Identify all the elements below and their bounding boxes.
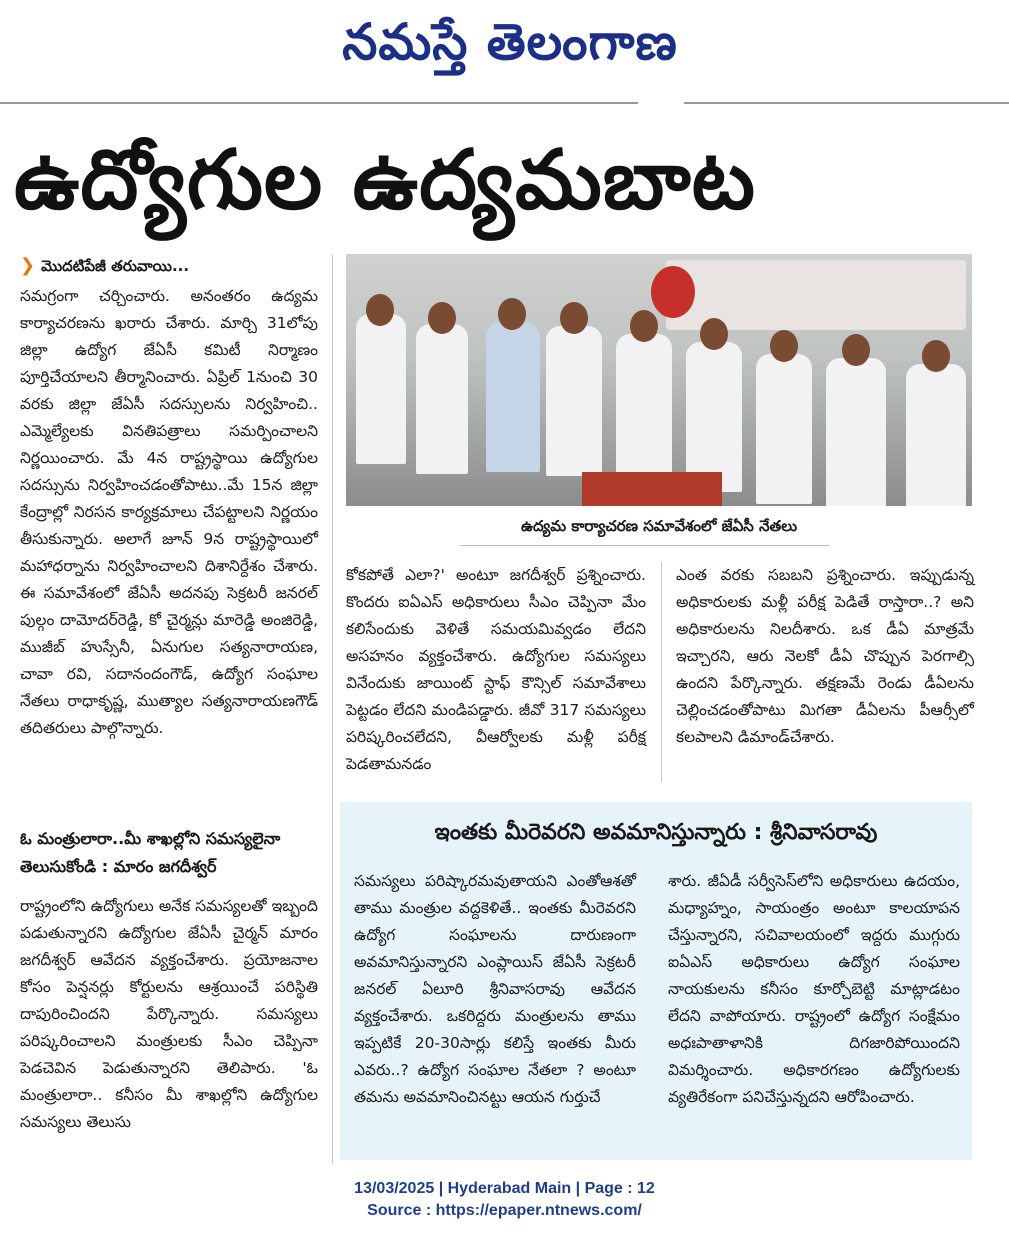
subheading: ఓ మంత్రులారా..మీ శాఖల్లోని సమస్యలైనా తెలుసుకోండి : మారం జగదీశ్వర్: [20, 829, 281, 876]
photo-person: [906, 364, 966, 506]
news-photo: [346, 254, 972, 506]
chevron-right-icon: ❯: [20, 255, 36, 276]
photo-person: [756, 354, 812, 504]
photo-person: [546, 326, 602, 476]
footer-source-line: Source : https://epaper.ntnews.com/: [367, 1202, 642, 1219]
photo-head: [700, 318, 728, 350]
photo-emblem: [651, 266, 695, 318]
photo-head: [922, 340, 950, 372]
photo-caption: ఉద్యమ కార్యాచరణ సమావేశంలో జేఏసీ నేతలు: [520, 517, 798, 535]
right-column-paragraph: ఎంత వరకు సబబని ప్రశ్నించారు. ఇప్పుడున్న అధికారులకు మళ్లీ పరీక్ష పెడితే రాస్తారా..? అని అధికారులను నిలదీశారు. ఒక డీఏ మాత్రమే ఇచ్చారని, ఆరు నెలకో డీఏ చొప్పున పెరగాల్సి ఉందని పేర్కొన్నారు. తక్షణమే రెండు డీఏలను చెల్లించడంతోపాటు మిగతా డీఏలను పీఆర్సీలో కలపాలని డిమాండ్‌చేశారు.: [676, 566, 974, 746]
middle-column-paragraph: కోకపోతే ఎలా?' అంటూ జగదీశ్వర్ ప్రశ్నించారు. కొందరు ఐఏఎస్ అధికారులు సీఎం చెప్పినా మేం కలిసేందుకు వెళితే సమయమివ్వడం లేదని అసహనం వ్యక్తంచేశారు. ఉద్యోగుల సమస్యలు వినేందుకు జాయింట్ స్టాఫ్ కౌన్సిల్ సమావేశాలు పెట్టడం లేదని మండిపడ్డారు. జీవో 317 సమస్యలు పరిష్కరించలేదని, వీఆర్వోలకు మళ్లీ పరీక్ష పెడతామనడం: [346, 566, 646, 773]
photo-head: [770, 330, 798, 362]
photo-person: [416, 324, 468, 474]
column-divider: [661, 562, 662, 782]
photo-head: [428, 302, 456, 334]
photo-head: [366, 294, 394, 326]
continued-label-text: మొదటిపేజీ తరువాయి...: [41, 257, 190, 275]
photo-head: [842, 334, 870, 366]
photo-head: [560, 302, 588, 334]
left-column-paragraph: సమగ్రంగా చర్చించారు. అనంతరం ఉద్యమ కార్యాచరణను ఖరారు చేశారు. మార్చి 31లోపు జిల్లా ఉద్యోగ జేఏసీ కమిటీ నిర్మాణం పూర్తిచేయాలని తీర్మానించారు. ఏప్రిల్ 1నుంచి 30 వరకు జిల్లా జేఏసీ సదస్సులను నిర్వహించి.. ఎమ్మెల్యేలకు వినతిపత్రాలు సమర్పించాలని నిర్ణయించారు. మే 4న రాష్ట్రస్థాయి ఉద్యోగుల సదస్సును నిర్వహించడంతోపాటు..మే 15న జిల్లా కేంద్రాల్లో నిరసన కార్యక్రమాలు చేపట్టాలని నిర్ణయం తీసుకున్నారు. అలాగే జూన్ 9న రాష్ట్రస్థాయిలో మహాధర్నాను నిర్వహించాలని దిశానిర్దేశం చేశారు. ఈ సమావేశంలో జేఏసీ అదనపు సెక్రటరీ జనరల్ పుల్గం దామోదర్‌రెడ్డి, కో చైర్మన్లు మారెడ్డి అంజిరెడ్డి, ముజీబ్ హుస్సేనీ, ఏనుగుల సత్యనారాయణ, చావా రవి, సదానందంగౌడ్, ఉద్యోగ సంఘాల నేతలు రాధాకృష్ణ, ముత్యాల సత్యనారాయణగౌడ్ తదితరులు పాల్గొన్నారు.: [20, 287, 318, 737]
photo-person: [356, 314, 406, 464]
sidebar-title: ఇంతకు మీరెవరని అవమానిస్తున్నారు : శ్రీనివాసరావు: [434, 820, 878, 845]
photo-person: [826, 358, 886, 506]
continued-label: [20, 254, 318, 278]
photo-table: [582, 472, 722, 506]
footer: [0, 1178, 1009, 1222]
left-column-paragraph-2: రాష్ట్రంలోని ఉద్యోగులు అనేక సమస్యలతో ఇబ్బంది పడుతున్నారని ఉద్యోగుల జేఏసీ చైర్మన్ మారం జగదీశ్వర్ ఆవేదన వ్యక్తంచేశారు. ప్రయోజనాల కోసం పెన్షనర్లు కోర్టులను ఆశ్రయించే పరిస్థితి దాపురించిందని పేర్కొన్నారు. సమస్యలు పరిష్కరించాలని మంత్రులకు సీఎం చెప్పినా పెడచెవిన పెడుతున్నారని తెలిపారు. 'ఓ మంత్రులారా.. కనీసం మీ శాఖల్లోని ఉద్యోగుల సమస్యలు తెలుసు: [20, 897, 318, 1131]
photo-person: [486, 322, 540, 472]
sidebar-column-2: శారు. జీఏడీ సర్వీసెస్‌లోని అధికారులు ఉదయం, మధ్యాహ్నం, సాయంత్రం అంటూ కాలయాపన చేస్తున్నారని, సచివాలయంలో ఇద్దరు ముగ్గురు ఐఏఎస్ అధికారులు ఉద్యోగ సంఘాల నాయకులను కనీసం కూర్చోబెట్టి మాట్లాడటం లేదని వాపోయారు. రాష్ట్రంలో ఉద్యోగ సంక్షేమం అధఃపాతాళానికి దిగజారిపోయిందని విమర్శించారు. అధికారగణం ఉద్యోగులకు వ్యతిరేకంగా పనిచేస్తున్నదని ఆరోపించారు.: [668, 872, 960, 1106]
caption-rule: [460, 545, 830, 546]
sidebar-box: [340, 802, 972, 1160]
footer-date-line: 13/03/2025 | Hyderabad Main | Page : 12: [354, 1180, 655, 1197]
masthead-rule-left: [0, 102, 638, 104]
photo-head: [630, 310, 658, 342]
photo-head: [498, 298, 526, 330]
column-divider: [332, 254, 333, 1164]
masthead-rule-right: [684, 102, 1009, 104]
masthead-logo: నమస్తే తెలంగాణ: [342, 13, 678, 71]
photo-person: [686, 342, 742, 492]
sidebar-column-1: సమస్యలు పరిష్కారమవుతాయని ఎంతోఆశతో తాము మంత్రుల వద్దకెళితే.. ఇంతకు మీరెవరని ఉద్యోగ సంఘాలను దారుణంగా అవమానిస్తున్నారని ఎంప్లాయిస్ జేఏసీ సెక్రటరీ జనరల్ ఏలూరి శ్రీనివాసరావు ఆవేదన వ్యక్తంచేశారు. ఒకరిద్దరు మంత్రులను తాము ఇప్పటికే 20-30సార్లు కలిస్తే ఇంతకు మీరు ఎవరు..? ఉద్యోగ సంఘాల నేతలా ? అంటూ తమను అవమానించినట్టు ఆయన గుర్తుచే: [354, 872, 636, 1106]
headline: ఉద్యోగుల ఉద్యమబాట: [14, 133, 756, 228]
photo-person: [616, 334, 672, 484]
